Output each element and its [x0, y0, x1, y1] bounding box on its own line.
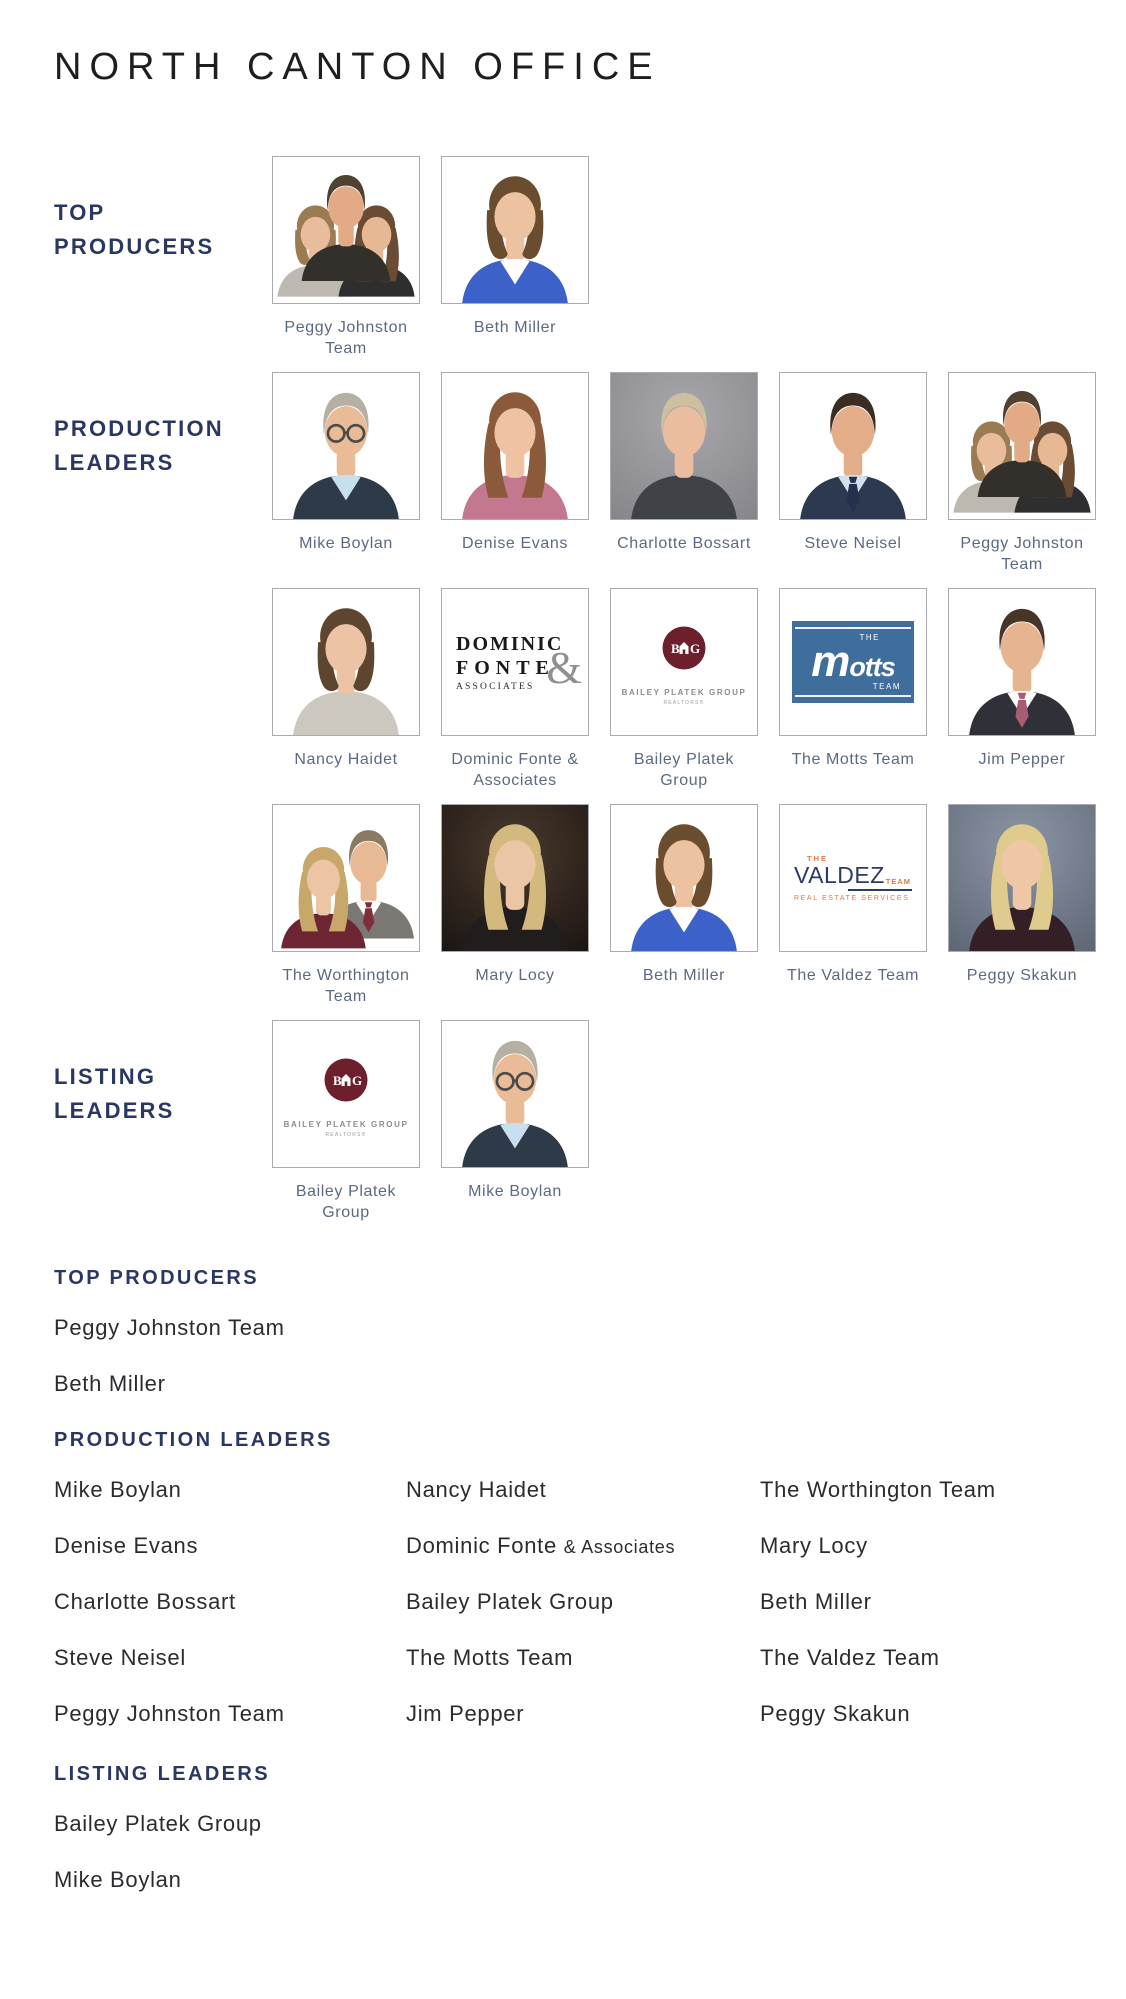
agent-cell	[272, 156, 420, 359]
agent-photo-mike-boylan[interactable]	[441, 1020, 589, 1168]
logo-text: REALTORS®	[325, 1131, 367, 1138]
agent-cell	[610, 804, 758, 1007]
agent-cell	[272, 588, 420, 791]
portrait-photo	[273, 373, 419, 519]
agent-caption	[441, 965, 589, 1007]
portrait-photo	[273, 589, 419, 735]
listing-leaders-heading: LISTING LEADERS	[54, 1763, 271, 1785]
label-line: LEADERS	[54, 450, 175, 475]
leader-name: The Worthington Team	[760, 1477, 996, 1502]
portrait-photo	[949, 589, 1095, 735]
logo-text: FONTE	[456, 656, 555, 679]
grid-row-listing-leaders	[54, 1020, 1072, 1223]
leader-name-small: & Associates	[563, 1537, 676, 1557]
label-line: LISTING	[54, 1064, 157, 1089]
agent-caption	[779, 533, 927, 575]
agent-photo-grid	[54, 156, 1084, 1223]
agent-cell	[779, 588, 927, 791]
agent-cell	[441, 1020, 589, 1223]
caption-line: Beth Miller	[642, 967, 726, 984]
agent-photo-denise-evans[interactable]	[441, 372, 589, 520]
leader-name: The Valdez Team	[760, 1645, 940, 1670]
agent-photo-jim-pepper[interactable]	[948, 588, 1096, 736]
caption-line: Team	[325, 988, 367, 1005]
agent-logo-bailey-platek-group[interactable]	[610, 588, 758, 736]
valdez-team-logo	[794, 854, 912, 901]
agent-caption	[610, 749, 758, 791]
logo-text-row	[794, 863, 912, 887]
leader-name	[406, 1535, 760, 1557]
grid-row-production-leaders-3	[54, 804, 1078, 1007]
motts-team-logo	[792, 621, 914, 703]
leader-name-main: Dominic Fonte	[406, 1533, 557, 1558]
top-producers-list	[54, 1267, 1072, 1395]
caption-line: Nancy Haidet	[294, 751, 398, 768]
caption-line: Jim Pepper	[978, 751, 1066, 768]
leader-name: Mary Locy	[760, 1533, 868, 1558]
svg-text:G: G	[352, 1072, 363, 1088]
agent-photo-steve-neisel[interactable]	[779, 372, 927, 520]
agent-photo-peggy-skakun[interactable]	[948, 804, 1096, 952]
agent-caption	[441, 317, 589, 359]
agent-caption	[272, 1181, 420, 1223]
svg-text:B: B	[671, 640, 680, 656]
logo-text: THE	[859, 633, 880, 642]
label-line: PRODUCERS	[54, 234, 215, 259]
leader-name: Peggy Johnston Team	[54, 1701, 285, 1726]
listing-leaders-list	[54, 1763, 1072, 1891]
portrait-photo	[611, 805, 757, 951]
team-portrait-photo	[949, 373, 1095, 519]
logo-text: REAL ESTATE SERVICES	[794, 894, 910, 902]
caption-line: Team	[325, 340, 367, 357]
portrait-photo	[442, 157, 588, 303]
caption-line: The Motts Team	[791, 751, 915, 768]
caption-line: Mike Boylan	[299, 535, 393, 552]
agent-caption	[610, 965, 758, 1007]
caption-line: Bailey Platek	[633, 751, 735, 768]
logo-text: TEAM	[872, 682, 901, 691]
team-portrait-photo	[273, 805, 419, 951]
agent-cell	[272, 1020, 420, 1223]
logo-text: ASSOCIATES	[456, 681, 535, 692]
leaders-text-lists	[54, 1267, 1072, 1891]
portrait-photo	[611, 373, 757, 519]
caption-line: Group	[660, 772, 708, 789]
agent-logo-bailey-platek-group[interactable]	[272, 1020, 420, 1168]
bpg-monogram-icon	[655, 619, 713, 677]
agent-caption	[441, 749, 589, 791]
agent-caption	[272, 533, 420, 575]
agent-photo-nancy-haidet[interactable]	[272, 588, 420, 736]
leader-name: Bailey Platek Group	[54, 1811, 262, 1836]
agent-logo-motts-team[interactable]	[779, 588, 927, 736]
agent-cell	[441, 804, 589, 1007]
caption-line: The Valdez Team	[786, 967, 920, 984]
caption-line: Associates	[473, 772, 557, 789]
agent-cell	[610, 372, 758, 575]
logo-underline	[848, 889, 912, 891]
agent-photo-beth-miller[interactable]	[441, 156, 589, 304]
agent-cell	[441, 372, 589, 575]
caption-line: Steve Neisel	[804, 535, 902, 552]
agent-caption	[948, 533, 1096, 575]
leader-name: Charlotte Bossart	[54, 1589, 236, 1614]
caption-line: Peggy Johnston	[284, 319, 408, 336]
section-label-spacer	[54, 804, 251, 952]
section-label-top-producers	[54, 156, 251, 304]
caption-line: Team	[1001, 556, 1043, 573]
agent-caption	[948, 965, 1096, 1007]
caption-line: Mary Locy	[475, 967, 555, 984]
caption-line: Charlotte Bossart	[617, 535, 751, 552]
label-line: PRODUCTION	[54, 416, 224, 441]
caption-line: Group	[322, 1204, 370, 1221]
caption-line: Peggy Johnston	[960, 535, 1084, 552]
portrait-photo	[780, 373, 926, 519]
leader-name: Steve Neisel	[54, 1645, 186, 1670]
team-portrait-photo	[273, 157, 419, 303]
leader-name: Mike Boylan	[54, 1867, 182, 1892]
agent-caption	[948, 749, 1096, 791]
agent-cell	[441, 588, 589, 791]
agent-caption	[272, 317, 420, 359]
bpg-monogram-icon	[317, 1051, 375, 1109]
portrait-photo	[442, 1021, 588, 1167]
caption-line: The Worthington	[282, 967, 410, 984]
production-leaders-heading: PRODUCTION LEADERS	[54, 1429, 333, 1451]
agent-cell	[779, 372, 927, 575]
portrait-photo	[442, 373, 588, 519]
logo-text: BAILEY PLATEK GROUP	[283, 1119, 409, 1129]
agent-logo-valdez-team[interactable]	[779, 804, 927, 952]
leader-name: Peggy Johnston Team	[54, 1315, 285, 1340]
agent-photo-beth-miller[interactable]	[610, 804, 758, 952]
grid-row-top-producers	[54, 156, 1072, 359]
top-producers-heading: TOP PRODUCERS	[54, 1267, 259, 1289]
ampersand-glyph: &	[546, 641, 582, 693]
leader-name: The Motts Team	[406, 1645, 574, 1670]
svg-text:G: G	[690, 640, 701, 656]
agent-cell	[948, 372, 1096, 575]
agent-caption	[441, 1181, 589, 1223]
agent-photo-peggy-johnston-team[interactable]	[948, 372, 1096, 520]
production-leaders-columns	[54, 1479, 1072, 1725]
portrait-photo	[949, 805, 1095, 951]
section-label-spacer	[54, 588, 251, 736]
caption-line: Mike Boylan	[468, 1183, 562, 1200]
leader-name: Jim Pepper	[406, 1701, 525, 1726]
agent-cell	[610, 588, 758, 791]
svg-text:B: B	[333, 1072, 342, 1088]
agent-logo-dominic-fonte[interactable]	[441, 588, 589, 736]
logo-text: THE	[807, 854, 828, 864]
logo-text: TEAM	[885, 876, 912, 886]
leader-name: Beth Miller	[54, 1371, 166, 1396]
agent-caption	[779, 965, 927, 1007]
agent-caption	[441, 533, 589, 575]
leader-name: Bailey Platek Group	[406, 1589, 614, 1614]
label-line: LEADERS	[54, 1098, 175, 1123]
section-label-production-leaders	[54, 372, 251, 520]
label-line: TOP	[54, 200, 106, 225]
leader-name: Peggy Skakun	[760, 1701, 911, 1726]
grid-row-production-leaders-2	[54, 588, 1072, 791]
logo-text: VALDEZ	[794, 862, 885, 889]
logo-text: REALTORS®	[663, 699, 705, 706]
agent-caption	[272, 749, 420, 791]
agent-caption	[272, 965, 420, 1007]
agent-cell	[779, 804, 927, 1007]
agent-caption	[610, 533, 758, 575]
logo-text: motts	[811, 637, 895, 686]
agent-cell	[272, 372, 420, 575]
agent-cell	[948, 588, 1096, 791]
bailey-platek-logo	[622, 619, 747, 706]
caption-line: Beth Miller	[473, 319, 557, 336]
caption-line: Denise Evans	[462, 535, 568, 552]
leader-name: Denise Evans	[54, 1533, 199, 1558]
leader-name: Nancy Haidet	[406, 1477, 547, 1502]
portrait-photo	[442, 805, 588, 951]
agent-photo-worthington-team[interactable]	[272, 804, 420, 952]
agent-photo-mike-boylan[interactable]	[272, 372, 420, 520]
bailey-platek-logo	[284, 1051, 409, 1138]
leader-name: Mike Boylan	[54, 1477, 182, 1502]
production-leaders-list	[54, 1429, 1072, 1725]
agent-photo-peggy-johnston-team[interactable]	[272, 156, 420, 304]
caption-line: Bailey Platek	[295, 1183, 397, 1200]
agent-photo-mary-locy[interactable]	[441, 804, 589, 952]
page-title: NORTH CANTON OFFICE	[54, 46, 661, 88]
agent-cell	[441, 156, 589, 359]
agent-cell	[948, 804, 1096, 1007]
dominic-fonte-logo	[456, 632, 582, 693]
grid-row-production-leaders-1	[54, 372, 1084, 575]
caption-line: Dominic Fonte &	[451, 751, 579, 768]
agent-caption	[779, 749, 927, 791]
logo-text: BAILEY PLATEK GROUP	[621, 687, 747, 697]
logo-text: DOMINIC	[456, 632, 564, 655]
leader-name: Beth Miller	[760, 1589, 872, 1614]
section-label-listing-leaders	[54, 1020, 251, 1168]
caption-line: Peggy Skakun	[966, 967, 1078, 984]
agent-photo-charlotte-bossart[interactable]	[610, 372, 758, 520]
agent-cell	[272, 804, 420, 1007]
